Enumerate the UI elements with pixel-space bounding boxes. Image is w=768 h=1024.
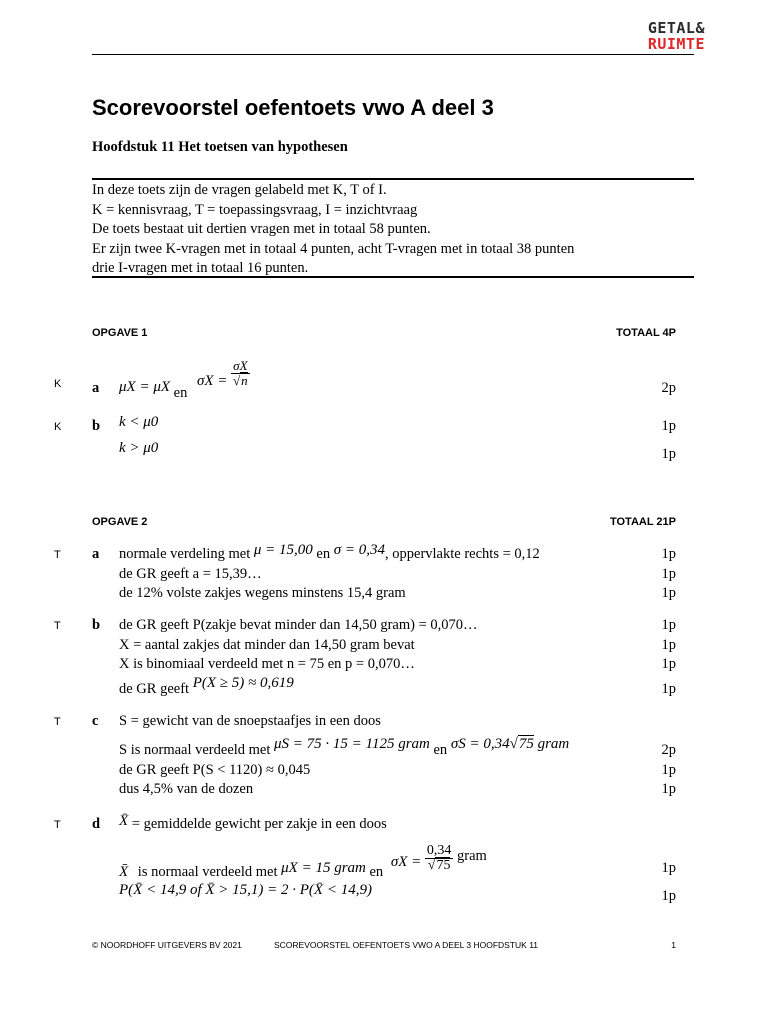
intro-bottom-rule (92, 276, 694, 278)
math-mu: μX = 15 gram (281, 859, 366, 876)
answer-line: X is binomiaal verdeeld met n = 75 en p = 0,070… (119, 656, 415, 672)
unit: gram (537, 736, 570, 752)
answer-line (119, 542, 540, 563)
answer-line: P(X̄ < 14,9 of X̄ > 15,1) = 2 · P(X̄ < 14,9) (119, 882, 372, 898)
math-mu: μS = 75 · 15 = 1125 gram (274, 736, 430, 752)
answer-line: X = aantal zakjes dat minder dan 14,50 gram bevat (119, 637, 415, 653)
answer-text: is normaal verdeeld met (137, 863, 278, 880)
math-mu: μX = μX (119, 378, 171, 395)
category-label: K (54, 421, 62, 433)
math-sigma-coeff: σS = 0,34 (450, 736, 510, 752)
category-label: T (54, 549, 61, 561)
question-2d (0, 813, 768, 836)
connector-en: en (316, 546, 331, 562)
answer-line (119, 358, 250, 402)
page-title: Scorevoorstel oefentoets vwo A deel 3 (92, 95, 494, 120)
math-probability: P(X ≥ 5) ≈ 0,619 (192, 675, 294, 691)
math-sigma-lhs: σX = (390, 853, 422, 870)
fraction-denominator: √75 (427, 858, 451, 873)
question-letter: a (92, 546, 100, 562)
answer-text: , oppervlakte rechts = 0,12 (385, 546, 540, 562)
points: 1p (661, 888, 676, 904)
math-sigma-lhs: σX = (196, 372, 228, 389)
fraction-numerator: σX (231, 359, 250, 374)
unit: gram (457, 847, 487, 864)
intro-top-rule (92, 178, 694, 180)
fraction-numerator: 0,34 (426, 843, 452, 858)
intro-line: Er zijn twee K-vragen met in totaal 4 punten, acht T-vragen met in totaal 38 punten (92, 240, 575, 257)
header-rule (92, 54, 694, 55)
sqrt-argument: 75 (518, 736, 534, 752)
category-label: K (54, 378, 62, 390)
points: 1p (661, 637, 676, 653)
category-label: T (54, 620, 61, 632)
math-xbar: X̄ (119, 863, 129, 880)
points: 2p (661, 380, 676, 396)
footer-copyright: © NOORDHOFF UITGEVERS BV 2021 (92, 940, 242, 950)
opgave-2-total: TOTAAL 21P (609, 516, 676, 528)
opgave-1-total: TOTAAL 4P (616, 327, 676, 339)
answer-line: de 12% volste zakjes wegens minstens 15,4 gram (119, 585, 406, 601)
question-2b-line-2 (0, 637, 768, 657)
question-1b (0, 414, 768, 438)
footer-document-title: SCOREVOORSTEL OEFENTOETS VWO A DEEL 3 HOOFDSTUK 11 (274, 940, 539, 950)
answer-text: normale verdeling met (119, 546, 251, 562)
math-mu: μ = 15,00 (253, 542, 313, 558)
answer-line: dus 4,5% van de dozen (119, 781, 254, 797)
question-2c-line-2 (0, 736, 768, 762)
answer-line (119, 736, 570, 759)
answer-line: k < μ0 (119, 414, 159, 430)
question-letter: b (92, 418, 101, 434)
footer-page-number: 1 (671, 940, 676, 950)
connector-en: en (173, 384, 188, 401)
question-2b-line-3 (0, 656, 768, 676)
question-2a (0, 542, 768, 566)
question-2a-line-3 (0, 585, 768, 605)
points: 1p (661, 860, 676, 876)
points: 1p (661, 781, 676, 797)
sqrt-argument: 75 (436, 858, 451, 873)
points: 1p (661, 566, 676, 582)
question-2d-line-2 (0, 843, 768, 880)
points: 1p (661, 762, 676, 778)
points: 1p (661, 656, 676, 672)
answer-line: k > μ0 (119, 440, 159, 456)
points: 1p (661, 546, 676, 562)
intro-line: K = kennisvraag, T = toepassingsvraag, I = inzichtvraag (92, 201, 418, 218)
intro-line: In deze toets zijn de vragen gelabeld met K, T of I. (92, 182, 387, 198)
intro-box (92, 181, 692, 279)
math-xbar: X̄ (119, 813, 129, 829)
answer-line: S = gewicht van de snoepstaafjes in een doos (119, 713, 381, 729)
answer-line: de GR geeft a = 15,39… (119, 566, 262, 582)
points: 2p (661, 742, 676, 758)
points: 1p (661, 446, 676, 462)
question-letter: d (92, 816, 101, 832)
points: 1p (661, 681, 676, 697)
answer-text: S is normaal verdeeld met (119, 742, 271, 758)
category-label: T (54, 819, 61, 831)
logo-line-1: GETAL& (647, 19, 705, 37)
answer-text: de GR geeft (119, 681, 190, 697)
question-1b-line-2 (0, 440, 768, 466)
question-2d-line-3 (0, 882, 768, 908)
question-letter: c (92, 713, 99, 729)
page-subtitle: Hoofdstuk 11 Het toetsen van hypothesen (92, 139, 348, 155)
sqrt-argument: n (241, 373, 248, 388)
question-letter: a (92, 380, 100, 396)
connector-en: en (433, 742, 448, 758)
logo (648, 20, 705, 52)
connector-en: en (369, 863, 384, 880)
question-2a-line-2 (0, 566, 768, 586)
points: 1p (661, 585, 676, 601)
math-fraction (425, 844, 454, 873)
question-letter: b (92, 617, 101, 633)
category-label: T (54, 716, 61, 728)
intro-line: drie I-vragen met in totaal 16 punten. (92, 260, 309, 276)
points: 1p (661, 617, 676, 633)
opgave-1-heading: OPGAVE 1 (92, 327, 148, 339)
answer-line: de GR geeft P(zakje bevat minder dan 14,50 gram) = 0,070… (119, 617, 478, 633)
fraction-denominator: √n (233, 373, 248, 388)
points: 1p (661, 418, 676, 434)
question-2b-line-4 (0, 675, 768, 701)
answer-line (119, 813, 387, 833)
answer-line (119, 675, 294, 698)
question-2c-line-3 (0, 762, 768, 782)
question-1a (0, 358, 768, 401)
opgave-2-heading: OPGAVE 2 (92, 516, 148, 528)
question-2b (0, 617, 768, 637)
math-sigma: σ = 0,34 (333, 542, 386, 558)
intro-line: De toets bestaat uit dertien vragen met in totaal 58 punten. (92, 221, 431, 237)
question-2c (0, 713, 768, 733)
math-fraction (231, 359, 250, 388)
question-2c-line-4 (0, 781, 768, 801)
logo-line-2: RUIMTE (647, 35, 705, 53)
answer-line: de GR geeft P(S < 1120) ≈ 0,045 (119, 762, 311, 778)
math-sigma: σS = 0,34√75 gram (450, 736, 570, 752)
answer-text: = gemiddelde gewicht per zakje in een doos (131, 816, 387, 832)
